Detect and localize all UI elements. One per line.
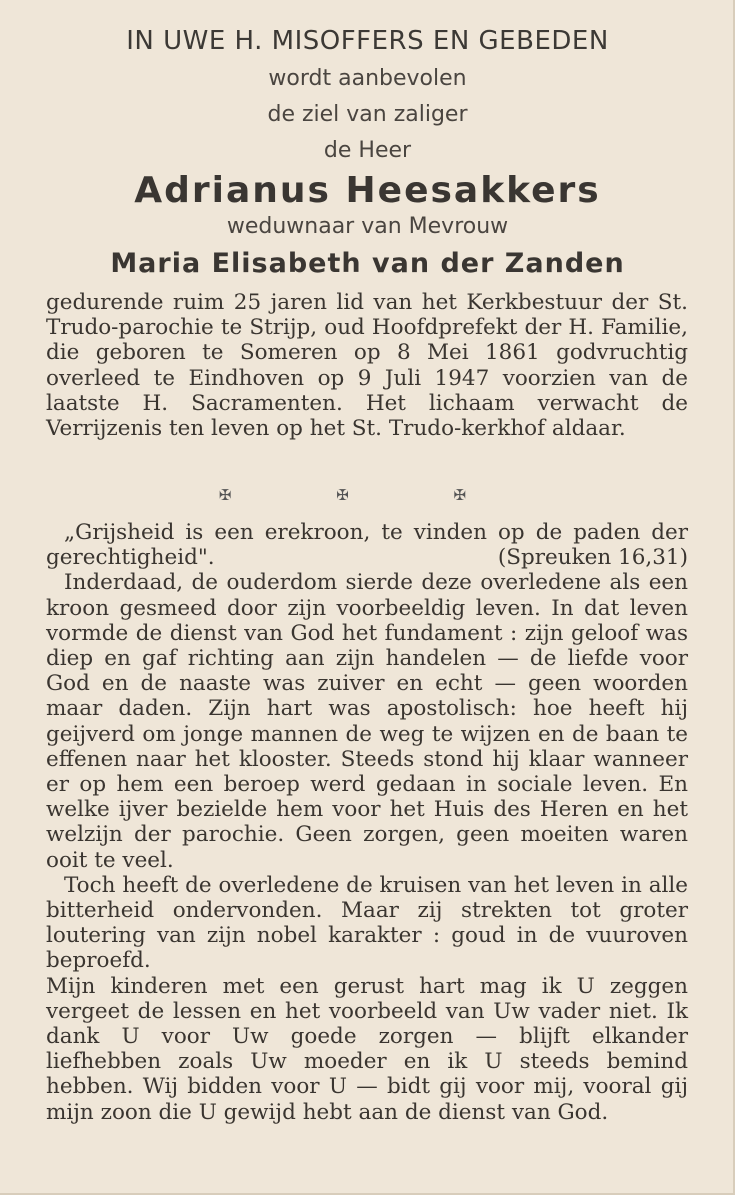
header-title: IN UWE H. MISOFFERS EN GEBEDEN	[126, 26, 609, 56]
paragraph-1: Inderdaad, de ouderdom sierde deze overledene als een kroon gesmeed door zijn voorbeeldig leven. In dat leven vormde de dienst van God het fundament : zijn geloof was diep en gaf richting aan zijn handelen — de liefde voor God en de naaste was zuiver en echt — geen woorden maar daden. Zijn hart was apostolisch: hoe heeft hij geijverd om jonge mannen de weg te wijzen en de baan te effenen naar het klooster. Steeds stond hij klaar wanneer er op hem een beroep werd gedaan in sociale leven. En welke ijver bezielde hem voor het Huis des Heren en het welzijn der parochie. Geen zorgen, geen moeiten waren ooit te veel.	[46, 570, 688, 873]
spouse-name: Maria Elisabeth van der Zanden	[110, 248, 625, 279]
paragraph-2: Toch heeft de overledene de kruisen van het leven in alle bitterheid ondervonden. Maar zij strekten tot groter loutering van zijn nobel karakter : goud in de vuuroven beproefd.	[46, 872, 688, 974]
biography-text: gedurende ruim 25 jaren lid van het Kerkbestuur der St. Trudo-parochie te Strijp, oud Hoofdprefekt der H. Familie, die geboren te Someren op 8 Mei 1861 godvruchtig overleed te Eindhoven op 9 Juli 1947 voorzien van de laatste H. Sacramenten. Het lichaam verwacht de Verrijzenis ten leven op het St. Trudo-kerkhof aldaar.	[46, 290, 688, 442]
deceased-name: Adrianus Heesakkers	[134, 170, 601, 211]
cross-ornaments: ✠ ✠ ✠	[218, 486, 517, 504]
quote-text: „Grijsheid is een erekroon, te vinden op de paden der gerechtigheid".	[46, 520, 688, 571]
recommended-line: wordt aanbevolen	[268, 66, 467, 91]
biography	[46, 290, 688, 441]
bible-quote	[46, 520, 688, 570]
soul-line: de ziel van zaliger	[267, 102, 468, 127]
quote-source: (Spreuken 16,31)	[497, 545, 688, 571]
widower-line: weduwnaar van Mevrouw	[226, 214, 509, 239]
paragraph-3: Mijn kinderen met een gerust hart mag ik U zeggen vergeet de lessen en het voorbeeld van Uw vader niet. Ik dank U voor Uw goede zorgen — blijft elkander liefhebben zoals Uw moeder en ik U steeds bemind hebben. Wij bidden voor U — bidt gij voor mij, vooral gij mijn zoon die U gewijd hebt aan de dienst van God.	[46, 973, 688, 1125]
main-text	[46, 520, 688, 1125]
title-line: de Heer	[323, 138, 412, 163]
